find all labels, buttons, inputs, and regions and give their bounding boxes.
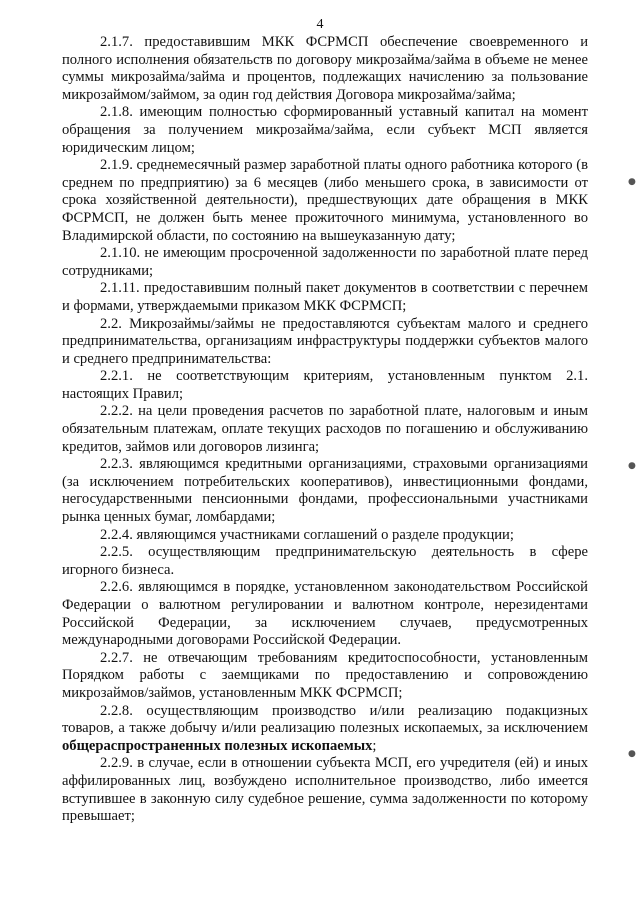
paragraph-2-2-5: 2.2.5. осуществляющим предпринимательскую деятельность в сфере игорного бизнеса.	[62, 544, 588, 578]
paragraph-2-2-8-tail: ;	[372, 737, 377, 754]
paragraph-2-2-8-bold-text: общераспространенных полезных ископаемых	[62, 737, 373, 754]
paragraph-2-1-8: 2.1.8. имеющим полностью сформированный уставный капитал на момент обращения за получением микрозайма/займа, если субъект МСП является юридическим лицом;	[62, 104, 588, 156]
paragraph-2-1-10: 2.1.10. не имеющим просроченной задолженности по заработной плате перед сотрудниками;	[62, 245, 588, 279]
paragraph-2-2-8-text: 2.2.8. осуществляющим производство и/или реализацию подакцизных товаров, а также добычу и/или реализацию полезных ископаемых, за исключением	[62, 702, 588, 737]
paragraph-2-2-9: 2.2.9. в случае, если в отношении субъекта МСП, его учредителя (ей) и иных аффилированных лиц, возбуждено исполнительное производство, либо имеется вступившее в законную силу судебное решение, сумма задолженности по которому превышает;	[62, 755, 588, 825]
paragraph-2-2-8	[62, 703, 588, 756]
paragraph-2-1-7: 2.1.7. предоставившим МКК ФСРМСП обеспечение своевременного и полного исполнения обязательств по договору микрозайма/займа в объеме не менее суммы микрозайма/займа и процентов, подлежащих начислению за пользование микрозаймом/займом, за один год действия Договора микрозайма/займа;	[62, 34, 588, 103]
paragraph-2-2-6: 2.2.6. являющимся в порядке, установленном законодательством Российской Федерации о валютном регулировании и валютном контроле, нерезидентами Российской Федерации, за исключением случаев, предусмотренных международными договорами Российской Федерации.	[62, 579, 588, 649]
paragraph-2-1-11: 2.1.11. предоставившим полный пакет документов в соответствии с перечнем и формами, утверждаемыми приказом МКК ФСРМСП;	[62, 280, 588, 314]
paragraph-2-2-1: 2.2.1. не соответствующим критериям, установленным пунктом 2.1. настоящих Правил;	[62, 368, 588, 402]
paragraph-2-2-2: 2.2.2. на цели проведения расчетов по заработной плате, налоговым и иным обязательным платежам, оплате текущих расходов по погашению и обслуживанию кредитов, займов или договоров лизинга;	[62, 403, 588, 455]
paragraph-2-2-3: 2.2.3. являющимся кредитными организациями, страховыми организациями (за исключением потребительских кооперативов), инвестиционными фондами, негосударственными пенсионными фондами, профессиональными участниками рынка ценных бумаг, ломбардами;	[62, 456, 588, 526]
scan-margin-mark: ●	[628, 749, 636, 759]
paragraph-2-1-9: 2.1.9. среднемесячный размер заработной платы одного работника которого (в среднем по предприятию) за 6 месяцев (либо меньшего срока, в зависимости от срока хозяйственной деятельности), предшествующих дате обращения в МКК ФСРМСП, не должен быть менее прожиточного минимума, установленного во Владимирской области, по состоянию на вышеуказанную дату;	[62, 157, 588, 244]
scan-margin-mark: ●	[628, 461, 636, 471]
scan-margin-mark: ●	[628, 177, 636, 187]
page-number: 4	[316, 17, 324, 32]
paragraph-2-2-7: 2.2.7. не отвечающим требованиям кредитоспособности, установленным Порядком работы с заемщиками по предоставлению и сопровождению микрозаймов/займов, установленным МКК ФСРМСП;	[62, 649, 588, 701]
paragraph-2-2-4: 2.2.4. являющимся участниками соглашений о разделе продукции;	[100, 526, 514, 543]
paragraph-2-2: 2.2. Микрозаймы/займы не предоставляются субъектам малого и среднего предпринимательства, организациям инфраструктуры поддержки субъектов малого и среднего предпринимательства:	[62, 315, 588, 367]
document-body	[62, 34, 588, 826]
